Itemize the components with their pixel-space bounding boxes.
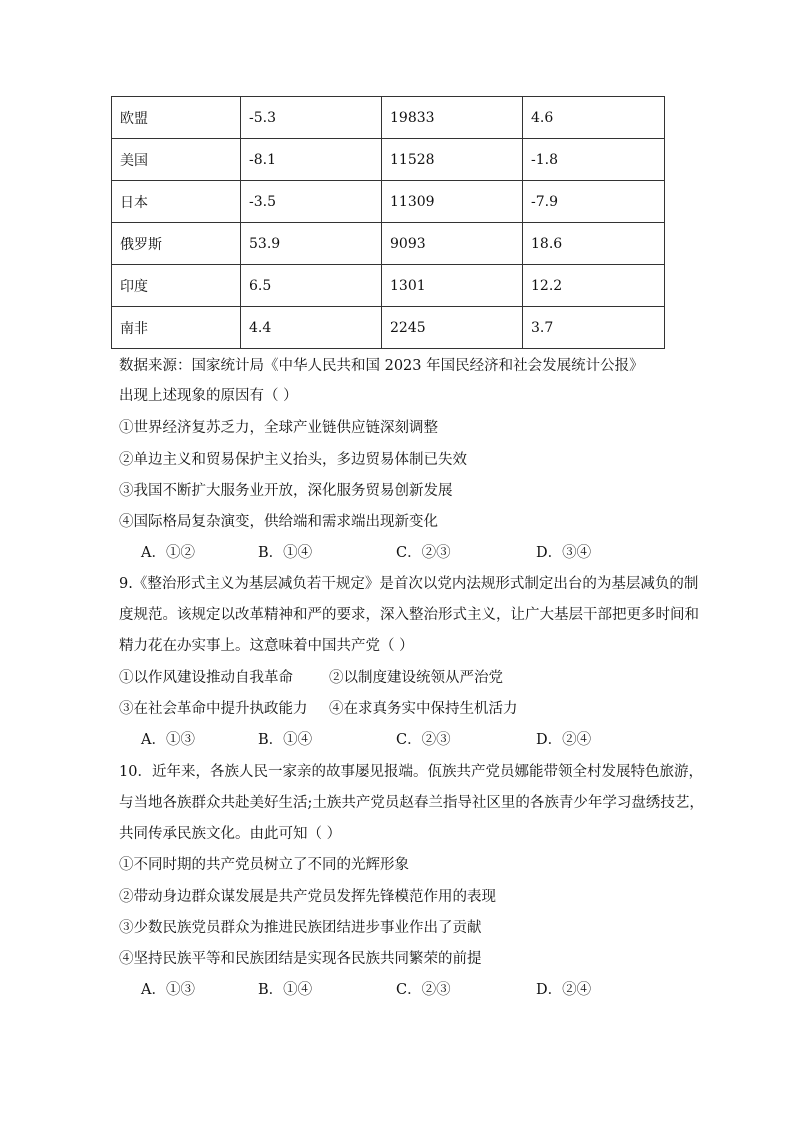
table-cell: 11528	[382, 139, 523, 181]
q8-statement-4: ④国际格局复杂演变，供给端和需求端出现新变化	[119, 514, 438, 530]
q10-option-c[interactable]: C．②③	[396, 982, 451, 998]
table-cell: 日本	[112, 181, 241, 223]
table-cell: 印度	[112, 265, 241, 307]
table-cell: 4.4	[241, 307, 382, 349]
data-table	[111, 96, 665, 349]
q10-statement-3: ③少数民族党员群众为推进民族团结进步事业作出了贡献	[119, 920, 482, 936]
q8-statement-3: ③我国不断扩大服务业开放，深化服务贸易创新发展	[119, 483, 453, 499]
q9-statement-1: ①以作风建设推动自我革命	[119, 670, 293, 686]
table-row	[112, 307, 665, 349]
q9-option-c[interactable]: C．②③	[396, 732, 451, 748]
q10-line-3: 共同传承民族文化。由此可知（ ）	[119, 826, 342, 842]
q9-line-2: 度规范。该规定以改革精神和严的要求，深入整治形式主义，让广大基层干部把更多时间和	[119, 607, 699, 623]
table-row	[112, 181, 665, 223]
table-cell: 2245	[382, 307, 523, 349]
table-cell: 18.6	[523, 223, 665, 265]
q10-statement-1: ①不同时期的共产党员树立了不同的光辉形象	[119, 857, 409, 873]
q8-option-d[interactable]: D．③④	[536, 545, 592, 561]
q8-option-b[interactable]: B．①④	[258, 545, 313, 561]
q10-statement-2: ②带动身边群众谋发展是共产党员发挥先锋模范作用的表现	[119, 889, 496, 905]
table-cell: 11309	[382, 181, 523, 223]
q10-statement-4: ④坚持民族平等和民族团结是实现各民族共同繁荣的前提	[119, 951, 482, 967]
table-row	[112, 265, 665, 307]
table-cell: -5.3	[241, 97, 382, 139]
q8-option-c[interactable]: C．②③	[396, 545, 451, 561]
q8-statement-1: ①世界经济复苏乏力，全球产业链供应链深刻调整	[119, 420, 438, 436]
q10-option-b[interactable]: B．①④	[258, 982, 313, 998]
table-row	[112, 223, 665, 265]
table-cell: 53.9	[241, 223, 382, 265]
q10-line-1: 10．近年来，各族人民一家亲的故事屡见报端。佤族共产党员娜能带领全村发展特色旅游，	[119, 764, 703, 780]
table-cell: -3.5	[241, 181, 382, 223]
q9-statement-3: ③在社会革命中提升执政能力	[119, 701, 308, 717]
q9-statement-4: ④在求真务实中保持生机活力	[329, 701, 518, 717]
q9-option-d[interactable]: D．②④	[536, 732, 592, 748]
q9-statement-2: ②以制度建设统领从严治党	[329, 670, 503, 686]
table-cell: 6.5	[241, 265, 382, 307]
q9-option-b[interactable]: B．①④	[258, 732, 313, 748]
q10-option-a[interactable]: A．①③	[141, 982, 195, 998]
q9-line-3: 精力花在办实事上。这意味着中国共产党（ ）	[119, 638, 414, 654]
data-source-note: 数据来源：国家统计局《中华人民共和国 2023 年国民经济和社会发展统计公报》	[119, 358, 644, 374]
q8-statement-2: ②单边主义和贸易保护主义抬头，多边贸易体制已失效	[119, 452, 467, 468]
table-cell: 南非	[112, 307, 241, 349]
table-cell: -8.1	[241, 139, 382, 181]
q9-line-1: 9.《整治形式主义为基层减负若干规定》是首次以党内法规形式制定出台的为基层减负的制	[119, 576, 699, 592]
table-cell: -1.8	[523, 139, 665, 181]
table-cell: 1301	[382, 265, 523, 307]
table-cell: 美国	[112, 139, 241, 181]
q9-option-a[interactable]: A．①③	[141, 732, 195, 748]
table-cell: 欧盟	[112, 97, 241, 139]
table-cell: 3.7	[523, 307, 665, 349]
q8-option-a[interactable]: A．①②	[141, 545, 195, 561]
table-cell: -7.9	[523, 181, 665, 223]
table-row	[112, 97, 665, 139]
table-cell: 19833	[382, 97, 523, 139]
table-cell: 12.2	[523, 265, 665, 307]
table-row	[112, 139, 665, 181]
q8-stem: 出现上述现象的原因有（ ）	[119, 388, 298, 404]
q10-option-d[interactable]: D．②④	[536, 982, 592, 998]
table-cell: 俄罗斯	[112, 223, 241, 265]
q10-line-2: 与当地各族群众共赴美好生活;土族共产党员赵春兰指导社区里的各族青少年学习盘绣技艺，	[119, 795, 704, 811]
table-cell: 9093	[382, 223, 523, 265]
table-cell: 4.6	[523, 97, 665, 139]
